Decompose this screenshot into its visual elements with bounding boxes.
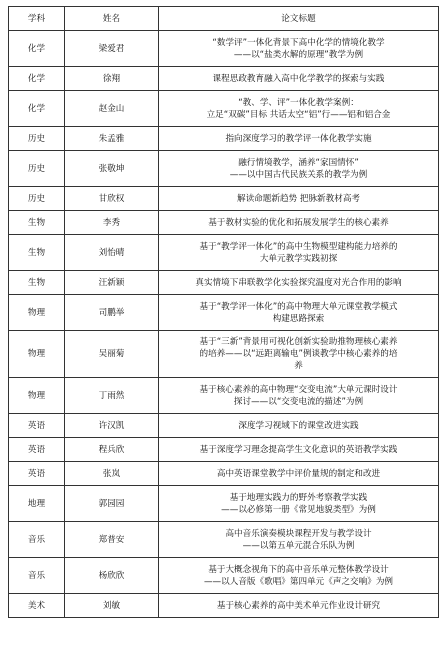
table-row [9, 594, 439, 618]
table-row [9, 331, 439, 378]
title-line: 深度学习视域下的课堂改进实践 [238, 420, 359, 431]
cell-name: 程兵欣 [65, 438, 159, 462]
title-line: 课程思政教育融入高中化学教学的探索与实践 [212, 73, 385, 84]
cell-title [159, 594, 439, 618]
cell-subject: 美术 [9, 594, 65, 618]
title-line: 构建思路探索 [272, 313, 325, 324]
cell-subject: 音乐 [9, 522, 65, 558]
table-header-row [9, 7, 439, 31]
cell-subject: 英语 [9, 438, 65, 462]
title-line: 探讨——以“交变电流的描述”为例 [233, 396, 364, 407]
title-line: ——以第五单元混合乐队为例 [242, 540, 355, 551]
title-line: 基于核心素养的高中物理“交变电流”大单元课时设计 [199, 384, 398, 395]
cell-subject: 化学 [9, 91, 65, 127]
cell-name: 杨欣欣 [65, 558, 159, 594]
table-row [9, 414, 439, 438]
title-line: ——以必修第一册《常见地貌类型》为例 [221, 504, 376, 515]
cell-name: 郭园园 [65, 486, 159, 522]
table-row [9, 486, 439, 522]
cell-subject: 音乐 [9, 558, 65, 594]
header-title: 论文标题 [159, 7, 439, 31]
title-line: ——以“盐类水解的原理”教学为例 [233, 49, 364, 60]
paper-table [8, 6, 439, 618]
cell-name: 张岚 [65, 462, 159, 486]
title-line: 大单元教学实践初探 [259, 253, 338, 264]
cell-title [159, 522, 439, 558]
title-line: 基于地理实践力的野外考察教学实践 [229, 492, 368, 503]
title-line: ——以人音版《歌唱》第四单元《声之交响》为例 [203, 576, 394, 587]
header-name: 姓名 [65, 7, 159, 31]
cell-name: 徐翔 [65, 67, 159, 91]
title-line: “数学评”一体化背景下高中化学的情境化教学 [212, 37, 385, 48]
table-row [9, 187, 439, 211]
table-body [9, 31, 439, 618]
table-row [9, 31, 439, 67]
cell-name: 梁爱君 [65, 31, 159, 67]
title-line: 高中英语课堂教学中评价量规的制定和改进 [216, 468, 381, 479]
cell-name: 刘敏 [65, 594, 159, 618]
cell-title [159, 151, 439, 187]
cell-name: 郑普安 [65, 522, 159, 558]
table-row [9, 378, 439, 414]
cell-subject: 物理 [9, 331, 65, 378]
cell-name: 吴丽菊 [65, 331, 159, 378]
cell-subject: 地理 [9, 486, 65, 522]
cell-title [159, 211, 439, 235]
cell-name: 司鹏举 [65, 295, 159, 331]
table-row [9, 151, 439, 187]
title-line: “教、学、评”一体化教学案例： [238, 97, 359, 108]
title-line: 指向深度学习的教学评一体化教学实施 [225, 133, 372, 144]
table-row [9, 211, 439, 235]
cell-subject: 历史 [9, 151, 65, 187]
cell-title [159, 378, 439, 414]
title-line: 融行情境教学，涵养“家国情怀” [238, 157, 359, 168]
cell-subject: 物理 [9, 378, 65, 414]
title-line: 基于“教学评一体化”的高中生物模型建构能力培养的 [199, 241, 398, 252]
table-row [9, 462, 439, 486]
cell-title [159, 91, 439, 127]
cell-subject: 生物 [9, 211, 65, 235]
cell-title [159, 486, 439, 522]
title-line: 基于“三新”背景用可视化创新实验助推物理核心素养 [199, 337, 398, 347]
cell-subject: 化学 [9, 31, 65, 67]
title-line: 真实情境下串联教学化实验探究温度对光合作用的影响 [195, 277, 402, 288]
cell-title [159, 462, 439, 486]
title-line: 立足“双碳”目标 共话太空“铝”行——铝和铝合金 [206, 109, 391, 120]
title-line: ——以中国古代民族关系的教学为例 [229, 169, 368, 180]
cell-title [159, 67, 439, 91]
cell-title [159, 127, 439, 151]
title-line: 基于大概念视角下的高中音乐单元整体教学设计 [208, 564, 389, 575]
cell-name: 丁雨然 [65, 378, 159, 414]
cell-title [159, 235, 439, 271]
cell-name: 李秀 [65, 211, 159, 235]
table-row [9, 438, 439, 462]
title-line: 高中音乐演奏模块课程开发与教学设计 [225, 528, 372, 539]
cell-name: 赵金山 [65, 91, 159, 127]
table-row [9, 522, 439, 558]
cell-name: 甘欣权 [65, 187, 159, 211]
title-line: 基于教材实验的优化和拓展发展学生的核心素养 [208, 217, 389, 228]
cell-title [159, 438, 439, 462]
cell-name: 汪新颖 [65, 271, 159, 295]
cell-subject: 历史 [9, 127, 65, 151]
table-row [9, 271, 439, 295]
cell-title [159, 271, 439, 295]
cell-title [159, 558, 439, 594]
title-line: 养 [294, 361, 303, 371]
cell-subject: 物理 [9, 295, 65, 331]
table-row [9, 235, 439, 271]
cell-title [159, 414, 439, 438]
cell-title [159, 331, 439, 378]
cell-subject: 历史 [9, 187, 65, 211]
cell-title [159, 187, 439, 211]
cell-title [159, 31, 439, 67]
cell-title [159, 295, 439, 331]
cell-subject: 英语 [9, 462, 65, 486]
title-line: 解读命题新趋势 把脉新教材高考 [236, 193, 361, 204]
table-row [9, 127, 439, 151]
table-row [9, 67, 439, 91]
cell-name: 张敬坤 [65, 151, 159, 187]
cell-subject: 英语 [9, 414, 65, 438]
title-line: 基于深度学习理念提高学生文化意识的英语教学实践 [199, 444, 398, 455]
cell-name: 许汉凯 [65, 414, 159, 438]
cell-name: 朱孟雅 [65, 127, 159, 151]
table-row [9, 91, 439, 127]
cell-subject: 生物 [9, 235, 65, 271]
table-row [9, 558, 439, 594]
cell-subject: 化学 [9, 67, 65, 91]
title-line: 的培养——以“远距离输电”例谈教学中核心素养的培 [199, 349, 398, 359]
header-subject: 学科 [9, 7, 65, 31]
cell-name: 刘怡晴 [65, 235, 159, 271]
title-line: 基于“教学评一体化”的高中物理大单元课堂教学模式 [199, 301, 398, 312]
title-line: 基于核心素养的高中美术单元作业设计研究 [216, 600, 381, 611]
cell-subject: 生物 [9, 271, 65, 295]
table-row [9, 295, 439, 331]
